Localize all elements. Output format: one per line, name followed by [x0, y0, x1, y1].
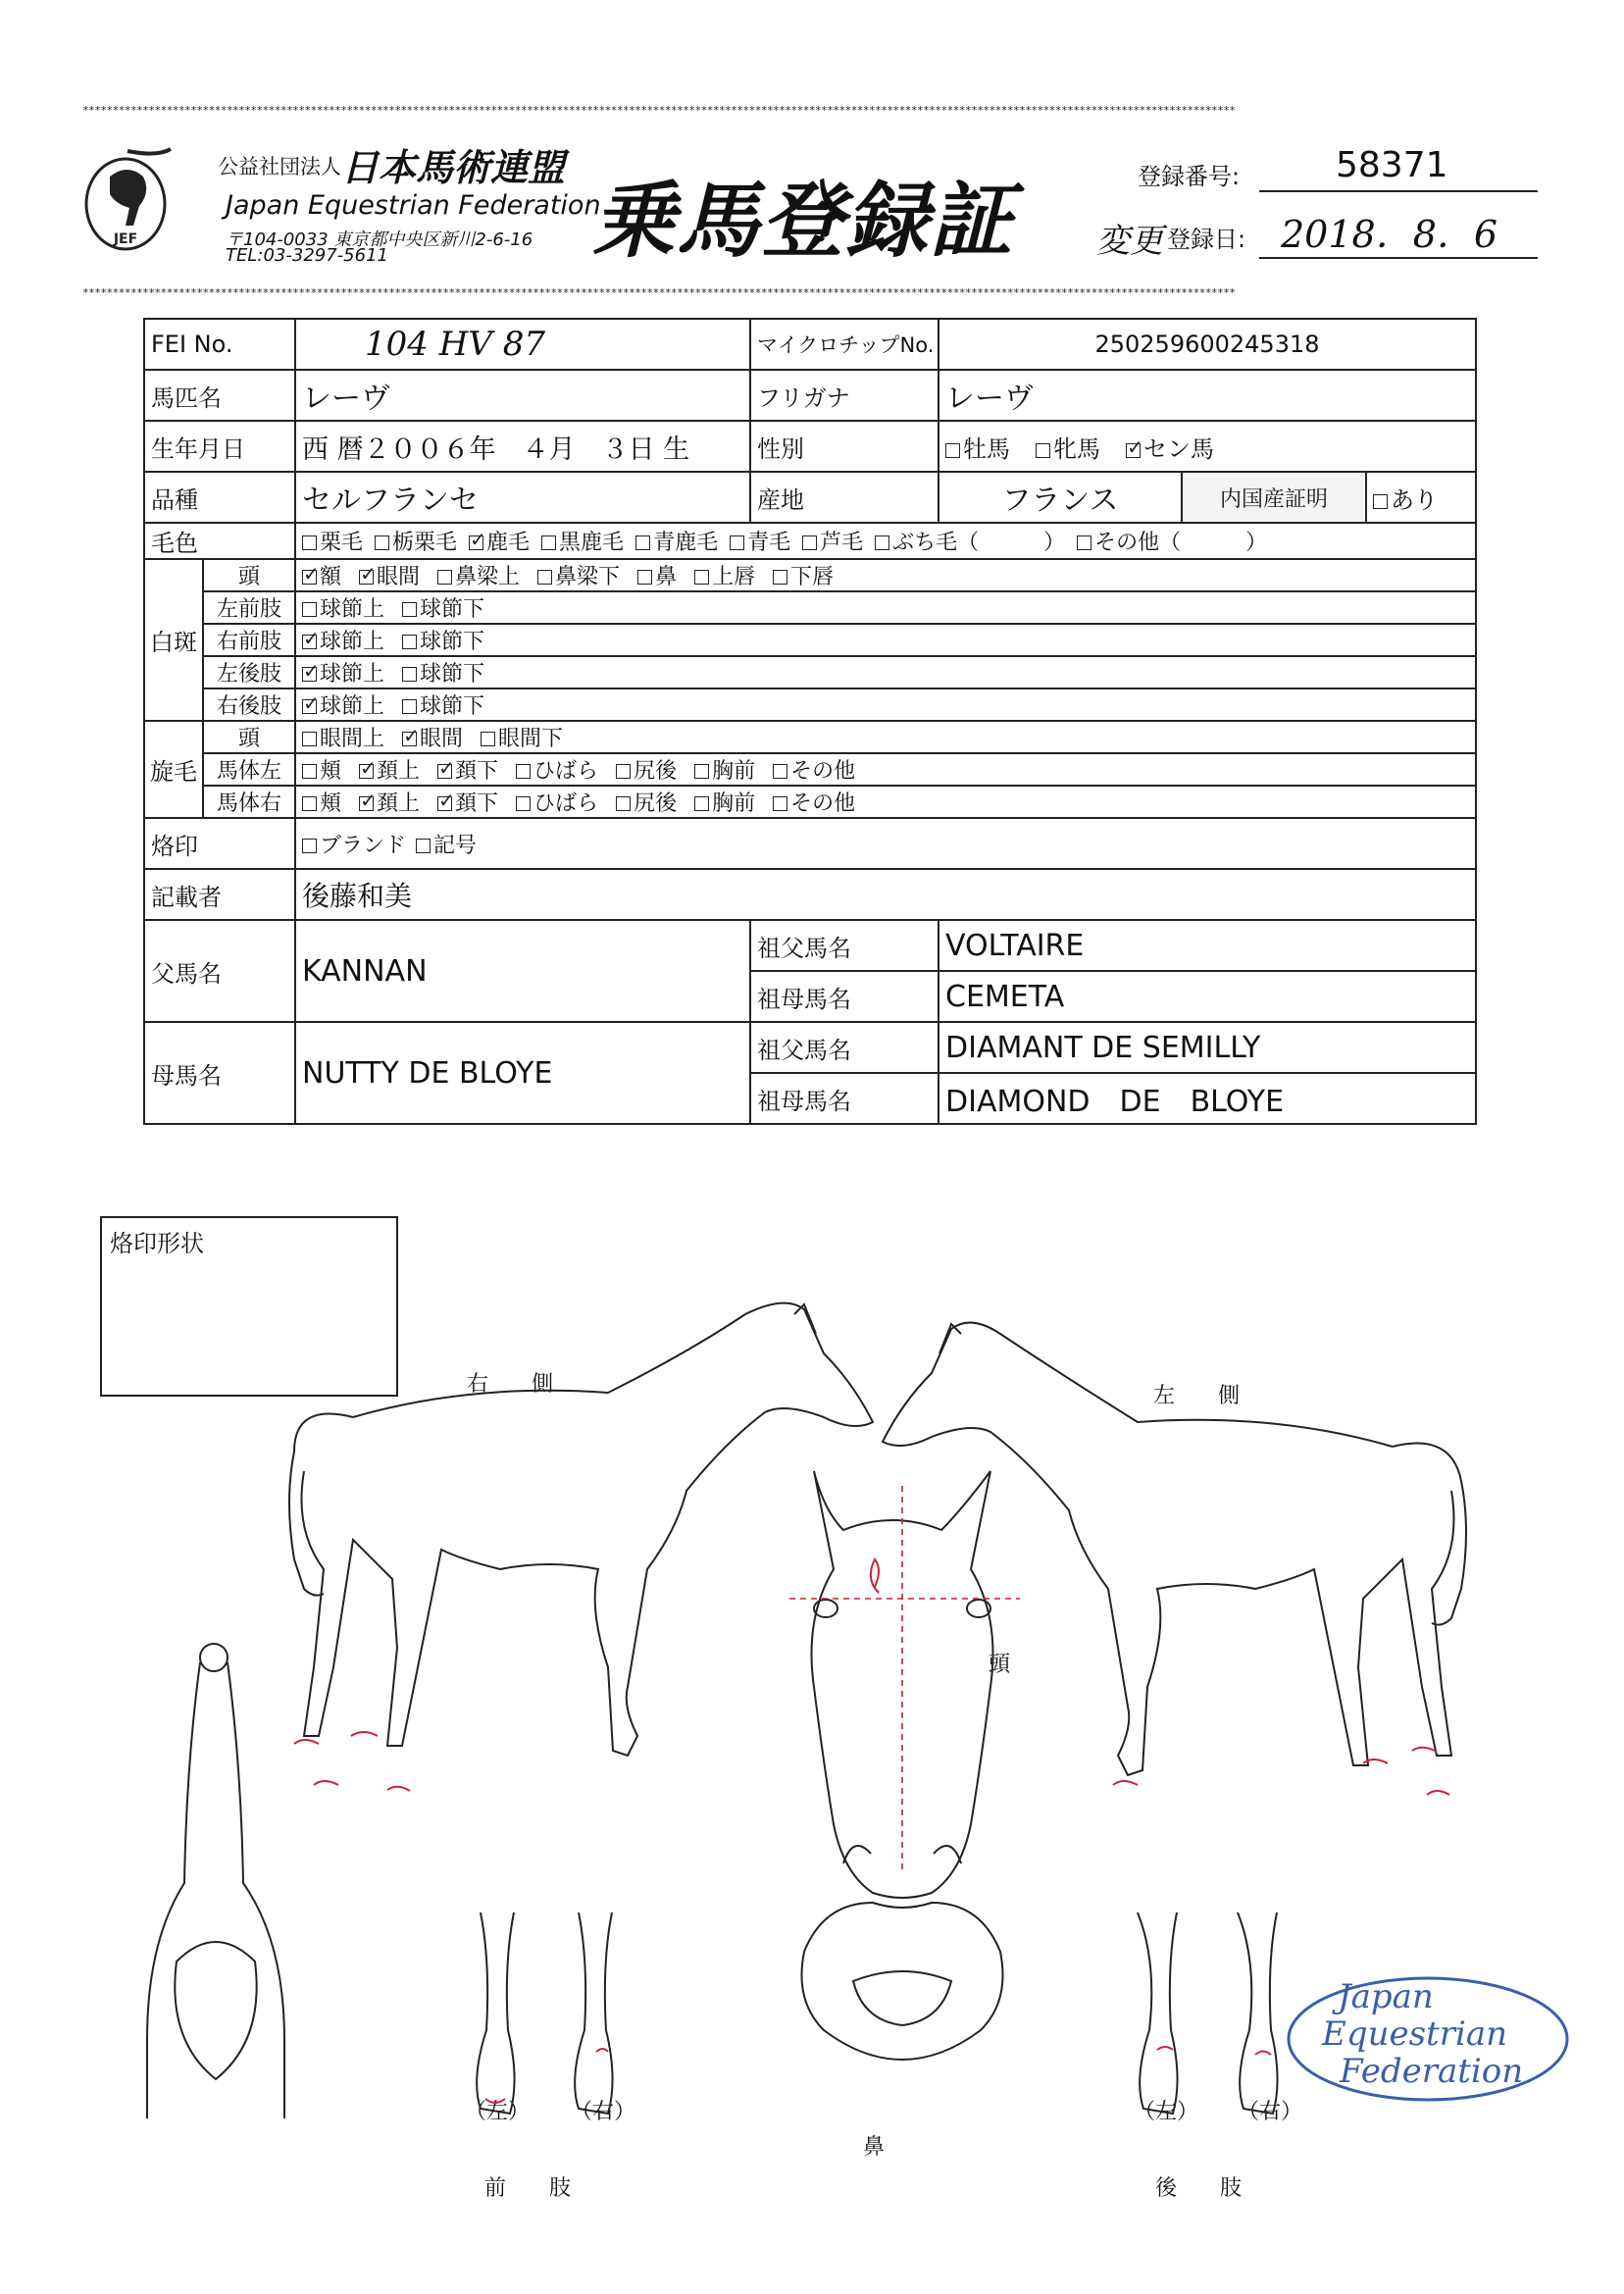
breed-label: 品種 [144, 472, 295, 523]
checkbox-option[interactable] [302, 657, 384, 688]
checkbox-label: 球節上 [320, 694, 385, 719]
checkbox-icon[interactable] [402, 635, 417, 649]
checkbox-icon[interactable] [616, 764, 631, 779]
checkbox-option[interactable] [437, 787, 498, 817]
color-options [295, 523, 1476, 559]
horse-left-side-icon [883, 1323, 1466, 1795]
checkbox-icon[interactable] [694, 570, 709, 585]
checkbox-label: 上唇 [712, 565, 756, 589]
checkbox-label: 牡馬 [963, 434, 1010, 463]
checkbox-option[interactable] [302, 689, 384, 720]
checkbox-icon[interactable] [402, 732, 417, 746]
sex-label: 性別 [750, 421, 939, 472]
dam-granddam-label: 祖母馬名 [750, 1073, 939, 1124]
dam-value: NUTTY DE BLOYE [295, 1022, 750, 1124]
checkbox-label: あり [1391, 485, 1438, 514]
checkbox-option[interactable] [616, 787, 677, 817]
top-dotted-line: ************************************************************************************************************************************************************************************************ [82, 106, 1236, 116]
origin-value: フランス [939, 472, 1182, 523]
checkbox-option[interactable] [437, 560, 520, 590]
org-name-en: Japan Equestrian Federation [226, 190, 601, 221]
white-options [295, 656, 1476, 688]
checkbox-icon[interactable] [402, 667, 417, 682]
dam-label: 母馬名 [144, 1022, 295, 1124]
reg-date-value: 2018．8．6 [1281, 213, 1498, 256]
checkbox-label: 記号 [433, 833, 478, 858]
checkbox-icon[interactable] [773, 570, 787, 585]
checkbox-icon[interactable] [1373, 494, 1388, 509]
white-options [295, 688, 1476, 721]
checkbox-label: 鼻梁上 [455, 565, 521, 589]
checkbox-label: 頬 [320, 791, 342, 816]
logo-text: JEF [113, 231, 138, 247]
nose-label: 鼻 [863, 2135, 886, 2160]
checkbox-label: 球節下 [420, 597, 485, 622]
checkbox-label: 球節下 [420, 630, 485, 654]
checkbox-label: 鹿毛 [486, 531, 531, 555]
checkbox-icon[interactable] [637, 570, 652, 585]
checkbox-icon[interactable] [302, 699, 317, 714]
checkbox-option[interactable] [730, 526, 790, 556]
horse-nose-icon [802, 1903, 1003, 2060]
checkbox-option[interactable] [302, 625, 384, 655]
checkbox-option[interactable] [694, 560, 755, 590]
white-options [295, 559, 1476, 591]
org-name-jp: 日本馬術連盟 [341, 145, 566, 189]
checkbox-icon[interactable] [635, 535, 650, 550]
checkbox-label: 下唇 [790, 565, 835, 589]
checkbox-option[interactable] [773, 787, 855, 817]
checkbox-option[interactable] [302, 526, 363, 556]
checkbox-option[interactable] [1373, 481, 1438, 515]
sire-grandsire-value: VOLTAIRE [939, 920, 1476, 971]
checkbox-icon[interactable] [402, 602, 417, 617]
checkbox-icon[interactable] [302, 732, 317, 746]
white-label: 白斑 [144, 559, 203, 721]
origin-label: 産地 [750, 472, 939, 523]
checkbox-option[interactable] [481, 722, 563, 752]
checkbox-icon[interactable] [437, 570, 452, 585]
breed-value: セルフランセ [295, 472, 750, 523]
checkbox-icon[interactable] [537, 570, 552, 585]
checkbox-option[interactable] [302, 787, 341, 817]
checkbox-label: 栃栗毛 [392, 531, 458, 555]
checkbox-option[interactable] [359, 787, 420, 817]
checkbox-option[interactable] [694, 787, 755, 817]
brand-options [295, 818, 1476, 869]
checkbox-label: 眼間 [420, 727, 464, 751]
checkbox-icon[interactable] [302, 667, 317, 682]
checkbox-icon[interactable] [481, 732, 495, 746]
right-side-label: 右 側 [467, 1372, 554, 1397]
checkbox-icon[interactable] [1036, 443, 1050, 458]
checkbox-icon[interactable] [1126, 443, 1141, 458]
horse-top-view-icon [147, 1644, 284, 2118]
checkbox-label: 胸前 [712, 791, 756, 816]
checkbox-icon[interactable] [773, 796, 787, 811]
chip-label: マイクロチップNo. [750, 319, 939, 370]
checkbox-option[interactable] [875, 526, 1065, 556]
checkbox-icon[interactable] [541, 535, 556, 550]
checkbox-option[interactable] [302, 829, 406, 859]
checkbox-option[interactable] [1036, 430, 1100, 464]
checkbox-label: 頚下 [455, 791, 499, 816]
federation-stamp [1283, 1971, 1573, 2107]
stamp-line3: Federation [1340, 2052, 1524, 2091]
doc-title: 乗馬登録証 [592, 173, 1015, 269]
white-part: 右前肢 [203, 624, 295, 656]
hind-legs-icon [1138, 1912, 1278, 2114]
checkbox-option[interactable] [516, 787, 598, 817]
checkbox-option[interactable] [694, 754, 755, 785]
checkbox-icon[interactable] [773, 764, 787, 779]
checkbox-label: 球節上 [320, 630, 385, 654]
color-label: 毛色 [144, 523, 295, 559]
whorl-part: 頭 [203, 721, 295, 753]
checkbox-label: 青鹿毛 [653, 531, 719, 555]
checkbox-label: 眼間上 [320, 727, 385, 751]
checkbox-label: 眼間 [377, 565, 421, 589]
checkbox-label: その他 [790, 759, 856, 784]
white-part: 左前肢 [203, 591, 295, 624]
checkbox-label: 眼間下 [498, 727, 564, 751]
org-type: 公益社団法人 [218, 155, 341, 178]
checkbox-label: ひばら [533, 759, 599, 784]
checkbox-option[interactable] [635, 526, 718, 556]
white-options [295, 624, 1476, 656]
checkbox-icon[interactable] [302, 635, 317, 649]
registration-table [143, 318, 1477, 1125]
change-mark: 変更 [1096, 222, 1163, 261]
front-legs-icon [477, 1912, 612, 2114]
hind-right-label: （右） [1238, 2100, 1303, 2124]
checkbox-option[interactable] [402, 722, 463, 752]
checkbox-icon[interactable] [730, 535, 744, 550]
checkbox-label: 鼻梁下 [555, 565, 621, 589]
checkbox-option[interactable] [402, 657, 484, 688]
checkbox-icon[interactable] [694, 796, 709, 811]
checkbox-icon[interactable] [302, 535, 317, 550]
front-right-label: （右） [571, 2100, 636, 2124]
name-value: レーヴ [295, 370, 750, 421]
dob-label: 生年月日 [144, 421, 295, 472]
checkbox-option[interactable] [375, 526, 457, 556]
sire-granddam-label: 祖母馬名 [750, 971, 939, 1022]
checkbox-option[interactable] [469, 526, 530, 556]
checkbox-option[interactable] [302, 560, 341, 590]
checkbox-option[interactable] [359, 754, 420, 785]
sire-value: KANNAN [295, 920, 750, 1022]
checkbox-label: 栗毛 [320, 531, 364, 555]
fei-value: 104 HV 87 [295, 319, 750, 370]
checkbox-label: 球節上 [320, 662, 385, 687]
dam-grandsire-label: 祖父馬名 [750, 1022, 939, 1073]
checkbox-label: 黒鹿毛 [559, 531, 625, 555]
jef-logo-icon [80, 147, 175, 255]
checkbox-option[interactable] [1126, 430, 1214, 464]
checkbox-icon[interactable] [359, 570, 374, 585]
checkbox-label: ぶち毛（ ） [892, 531, 1066, 555]
checkbox-icon[interactable] [1077, 535, 1091, 550]
checkbox-option[interactable] [402, 689, 484, 720]
checkbox-option[interactable] [616, 754, 677, 785]
checkbox-option[interactable] [945, 430, 1010, 464]
checkbox-label: その他（ ） [1094, 531, 1268, 555]
checkbox-icon[interactable] [945, 443, 960, 458]
checkbox-label: ひばら [533, 791, 599, 816]
checkbox-option[interactable] [537, 560, 620, 590]
checkbox-option[interactable] [402, 592, 484, 623]
dob-value: 西 暦２００６年 ４月 ３日 生 [295, 421, 750, 472]
checkbox-option[interactable] [637, 560, 677, 590]
whorl-part: 馬体左 [203, 753, 295, 786]
checkbox-option[interactable] [402, 625, 484, 655]
whorl-label: 旋毛 [144, 721, 203, 818]
reg-no-value: 58371 [1336, 145, 1448, 185]
checkbox-label: 頬 [320, 759, 342, 784]
bottom-dotted-line: ************************************************************************************************************************************************************************************************ [82, 288, 1236, 298]
checkbox-icon[interactable] [516, 796, 531, 811]
checkbox-option[interactable] [302, 722, 384, 752]
sire-label: 父馬名 [144, 920, 295, 1022]
sex-options [939, 421, 1476, 472]
checkbox-label: 青毛 [747, 531, 791, 555]
fei-label: FEI No. [144, 319, 295, 370]
domestic-label: 内国産証明 [1182, 472, 1366, 523]
checkbox-option[interactable] [302, 592, 384, 623]
horse-head-front-icon [789, 1471, 1020, 1898]
checkbox-label: 芦毛 [820, 531, 864, 555]
org-tel: TEL:03-3297-5611 [226, 245, 388, 266]
checkbox-icon[interactable] [302, 764, 317, 779]
checkbox-label: 額 [320, 565, 342, 589]
recorder-value: 後藤和美 [295, 869, 1476, 920]
checkbox-label: 尻後 [634, 791, 678, 816]
org-address: 〒104-0033 東京都中央区新川2-6-16 [226, 229, 533, 250]
checkbox-icon[interactable] [802, 535, 817, 550]
checkbox-label: ブランド [320, 833, 407, 858]
checkbox-option[interactable] [359, 560, 420, 590]
name-label: 馬匹名 [144, 370, 295, 421]
whorl-options [295, 786, 1476, 818]
checkbox-label: 鼻 [655, 565, 678, 589]
checkbox-label: 頚上 [377, 759, 421, 784]
recorder-label: 記載者 [144, 869, 295, 920]
stamp-line2: Equestrian [1322, 2014, 1508, 2054]
dam-grandsire-value: DIAMANT DE SEMILLY [939, 1022, 1476, 1073]
checkbox-icon[interactable] [616, 796, 631, 811]
front-left-label: （左） [465, 2100, 531, 2124]
whorl-options [295, 753, 1476, 786]
checkbox-option[interactable] [541, 526, 624, 556]
dam-granddam-value: DIAMOND DE BLOYE [939, 1073, 1476, 1124]
checkbox-label: 牝馬 [1053, 434, 1100, 463]
checkbox-label: 球節下 [420, 694, 485, 719]
furigana-label: フリガナ [750, 370, 939, 421]
hind-left-label: （左） [1134, 2100, 1199, 2124]
checkbox-icon[interactable] [875, 535, 889, 550]
whorl-options [295, 721, 1476, 753]
white-part: 頭 [203, 559, 295, 591]
checkbox-label: 胸前 [712, 759, 756, 784]
reg-no-underline [1259, 190, 1538, 192]
checkbox-label: その他 [790, 791, 856, 816]
furigana-value: レーヴ [939, 370, 1476, 421]
checkbox-option[interactable] [773, 560, 834, 590]
front-caption: 前 肢 [484, 2176, 572, 2201]
checkbox-icon[interactable] [437, 796, 452, 811]
checkbox-icon[interactable] [302, 570, 317, 585]
checkbox-icon[interactable] [359, 764, 374, 779]
white-options [295, 591, 1476, 624]
checkbox-icon[interactable] [302, 602, 317, 617]
checkbox-icon[interactable] [359, 796, 374, 811]
reg-no-label: 登録番号: [1138, 163, 1241, 190]
checkbox-label: 頚下 [455, 759, 499, 784]
checkbox-label: 球節上 [320, 597, 385, 622]
white-part: 右後肢 [203, 688, 295, 721]
stamp-line1: Japan [1338, 1977, 1434, 2016]
checkbox-icon[interactable] [437, 764, 452, 779]
checkbox-label: 尻後 [634, 759, 678, 784]
domestic-option [1366, 472, 1476, 523]
head-label: 頭 [989, 1653, 1011, 1677]
checkbox-icon[interactable] [402, 699, 417, 714]
checkbox-label: 頚上 [377, 791, 421, 816]
checkbox-option[interactable] [416, 829, 477, 859]
checkbox-option[interactable] [773, 754, 855, 785]
chip-value: 250259600245318 [939, 319, 1476, 370]
checkbox-icon[interactable] [694, 764, 709, 779]
left-side-label: 左 側 [1153, 1384, 1241, 1408]
checkbox-icon[interactable] [416, 839, 431, 853]
reg-date-underline [1259, 257, 1538, 259]
checkbox-icon[interactable] [375, 535, 389, 550]
checkbox-icon[interactable] [469, 535, 483, 550]
checkbox-label: セン馬 [1143, 434, 1214, 463]
checkbox-icon[interactable] [302, 796, 317, 811]
sire-granddam-value: CEMETA [939, 971, 1476, 1022]
checkbox-label: 球節下 [420, 662, 485, 687]
checkbox-option[interactable] [802, 526, 863, 556]
checkbox-option[interactable] [1077, 526, 1267, 556]
sire-grandsire-label: 祖父馬名 [750, 920, 939, 971]
whorl-part: 馬体右 [203, 786, 295, 818]
checkbox-icon[interactable] [302, 839, 317, 853]
hind-caption: 後 肢 [1155, 2176, 1243, 2201]
checkbox-option[interactable] [437, 754, 498, 785]
checkbox-option[interactable] [302, 754, 341, 785]
brand-label: 烙印 [144, 818, 295, 869]
white-part: 左後肢 [203, 656, 295, 688]
checkbox-icon[interactable] [516, 764, 531, 779]
reg-date-label: 登録日: [1167, 226, 1246, 253]
checkbox-option[interactable] [516, 754, 598, 785]
horse-right-side-icon [289, 1303, 873, 1791]
brand-shape-label: 烙印形状 [110, 1230, 204, 1257]
